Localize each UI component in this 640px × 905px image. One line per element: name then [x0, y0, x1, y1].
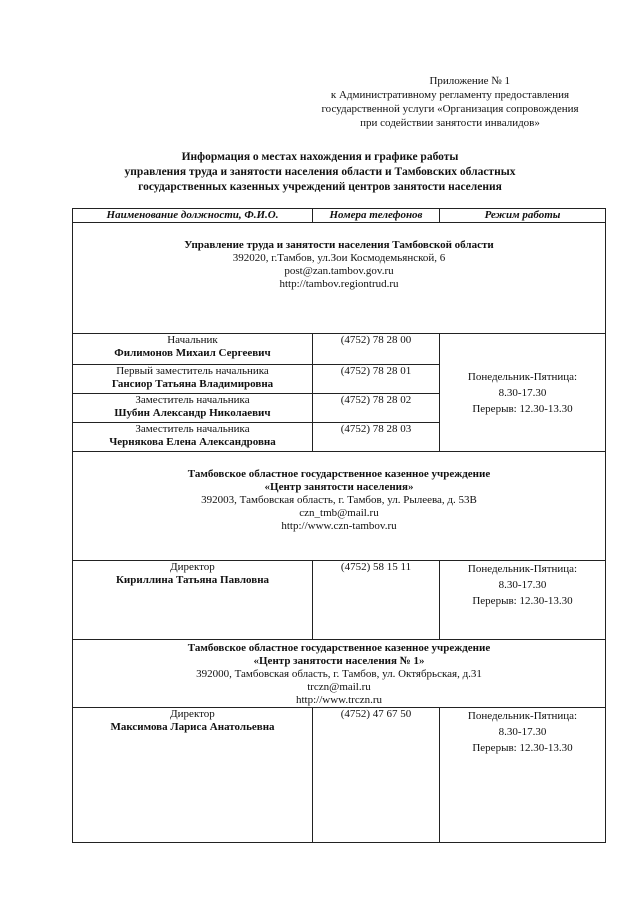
staff-role: Заместитель начальника [135, 423, 250, 435]
schedule-break: Перерыв: 12.30-13.30 [472, 742, 573, 754]
staff-name: Филимонов Михаил Сергеевич [114, 347, 271, 359]
org-site: http://www.czn-tambov.ru [281, 520, 397, 532]
org-row [73, 452, 606, 561]
staff-cell [73, 394, 313, 423]
staff-name: Кириллина Татьяна Павловна [115, 574, 270, 586]
staff-name: Чернякова Елена Александровна [109, 436, 276, 448]
org-row [73, 223, 606, 334]
staff-phone: (4752) 47 67 50 [313, 708, 440, 843]
schedule-cell [440, 334, 606, 452]
org-name: Управление труда и занятости населения Тамбовской области [184, 239, 494, 251]
org-info [73, 223, 606, 334]
schedule-hours: 8.30-17.30 [498, 726, 547, 738]
header-position: Наименование должности, Ф.И.О. [73, 209, 313, 223]
staff-phone: (4752) 78 28 00 [313, 334, 440, 365]
staff-cell [73, 708, 313, 843]
org-info [73, 452, 606, 561]
staff-row [73, 334, 606, 365]
org-name: Тамбовское областное государственное казенное учреждение [187, 642, 491, 654]
title-line: управления труда и занятости населения области и Тамбовских областных [124, 166, 516, 178]
header-row [73, 209, 606, 223]
schedule-hours: 8.30-17.30 [498, 579, 547, 591]
org-row [73, 640, 606, 708]
document-title [100, 150, 540, 195]
staff-cell [73, 334, 313, 365]
org-name: Тамбовское областное государственное казенное учреждение [187, 468, 491, 480]
annex-line: к Административному регламенту предоставления [330, 89, 570, 101]
staff-cell [73, 561, 313, 640]
staff-name: Максимова Лариса Анатольевна [110, 721, 275, 733]
staff-role: Заместитель начальника [135, 394, 250, 406]
annex-line: государственной услуги «Организация сопровождения [321, 103, 579, 115]
annex-number: Приложение № 1 [429, 75, 510, 87]
staff-phone: (4752) 78 28 01 [313, 365, 440, 394]
staff-phone: (4752) 58 15 11 [313, 561, 440, 640]
org-email: czn_tmb@mail.ru [299, 507, 379, 519]
schedule-hours: 8.30-17.30 [498, 386, 547, 399]
org-site: http://www.trczn.ru [295, 694, 383, 706]
org-site: http://tambov.regiontrud.ru [279, 278, 399, 290]
staff-role: Начальник [167, 334, 218, 346]
info-table [72, 208, 606, 843]
org-address: 392003, Тамбовская область, г. Тамбов, ул. Рылеева, д. 53В [201, 494, 477, 506]
schedule-cell [440, 561, 606, 640]
schedule-break: Перерыв: 12.30-13.30 [472, 402, 573, 415]
schedule-days: Понедельник-Пятница: [467, 710, 578, 722]
staff-name: Гансиор Татьяна Владимировна [111, 378, 274, 390]
org-name: «Центр занятости населения» [264, 481, 414, 493]
title-line: Информация о местах нахождения и графике работы [181, 151, 459, 163]
org-address: 392000, Тамбовская область, г. Тамбов, ул. Октябрьская, д.31 [196, 668, 482, 680]
staff-name: Шубин Александр Николаевич [114, 407, 271, 419]
annex-line: при содействии занятости инвалидов» [360, 117, 540, 129]
org-info [73, 640, 606, 708]
staff-cell [73, 423, 313, 452]
org-address: 392020, г.Тамбов, ул.Зои Космодемьянской, 6 [232, 252, 446, 264]
header-schedule: Режим работы [440, 209, 606, 223]
staff-row [73, 561, 606, 640]
title-line: государственных казенных учреждений центров занятости населения [138, 181, 502, 193]
org-name: «Центр занятости населения № 1» [253, 655, 425, 667]
staff-cell [73, 365, 313, 394]
staff-phone: (4752) 78 28 03 [313, 423, 440, 452]
schedule-days: Понедельник-Пятница: [467, 563, 578, 575]
staff-role: Первый заместитель начальника [116, 365, 269, 377]
staff-phone: (4752) 78 28 02 [313, 394, 440, 423]
schedule-days: Понедельник-Пятница: [467, 370, 578, 383]
staff-role: Директор [170, 561, 215, 573]
schedule-cell [440, 708, 606, 843]
org-email: post@zan.tambov.gov.ru [284, 265, 394, 277]
staff-role: Директор [170, 708, 215, 720]
annex-header [300, 74, 600, 130]
schedule-break: Перерыв: 12.30-13.30 [472, 595, 573, 607]
org-email: trczn@mail.ru [307, 681, 371, 693]
staff-row [73, 708, 606, 843]
header-phones: Номера телефонов [313, 209, 440, 223]
